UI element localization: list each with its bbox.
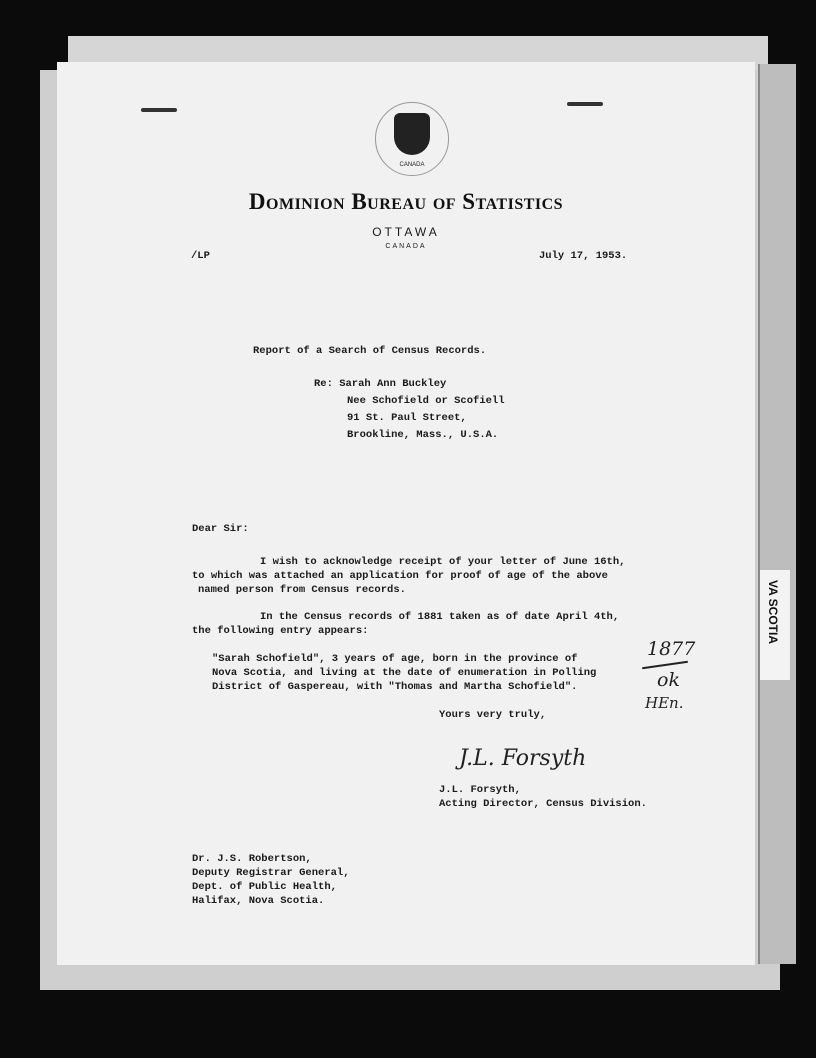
recipient-line: Dept. of Public Health, [192,881,337,893]
signer-name: J.L. Forsyth, [439,784,521,796]
letterhead-city: OTTAWA [372,225,440,239]
seal-text: CANADA [399,162,425,168]
body-line: District of Gaspereau, with "Thomas and Martha Schofield". [212,681,578,693]
re-line: 91 St. Paul Street, [347,412,467,424]
handwritten-year: 1877 [647,638,696,660]
letter-page [57,62,755,965]
department-seal [375,102,449,176]
letterhead-country: CANADA [385,243,427,250]
body-line: named person from Census records. [198,584,406,596]
handwritten-initials: HEn. [645,694,684,712]
re-line: Nee Schofield or Scofiell [347,395,505,407]
re-line: Brookline, Mass., U.S.A. [347,429,499,441]
recipient-line: Halifax, Nova Scotia. [192,895,325,907]
folder-tab-label: VA SCOTIA [766,580,780,645]
folder-edge [758,64,796,964]
staple [141,108,177,112]
re-line: Re: Sarah Ann Buckley [314,378,447,390]
body-line: "Sarah Schofield", 3 years of age, born in the province of [212,653,578,665]
body-line: In the Census records of 1881 taken as of date April 4th, [260,611,620,623]
signer-title: Acting Director, Census Division. [439,798,647,810]
handwritten-ok: ok [657,669,680,691]
signature: J.L. Forsyth [459,746,587,771]
body-line: Nova Scotia, and living at the date of enumeration in Polling [212,667,597,679]
folder-tab [760,570,790,680]
closing: Yours very truly, [439,709,547,721]
body-line: the following entry appears: [192,625,369,637]
body-line: I wish to acknowledge receipt of your letter of June 16th, [260,556,626,568]
staple [567,102,603,106]
handwritten-line [642,661,688,669]
recipient-line: Dr. J.S. Robertson, [192,853,312,865]
salutation: Dear Sir: [192,523,249,535]
letter-date: July 17, 1953. [539,250,628,262]
letterhead-title: Dominion Bureau of Statistics [248,189,564,214]
recipient-line: Deputy Registrar General, [192,867,350,879]
reference-code: /LP [191,250,210,262]
subject-line: Report of a Search of Census Records. [253,345,487,357]
body-line: to which was attached an application for proof of age of the above [192,570,608,582]
coat-of-arms-icon [394,113,430,155]
